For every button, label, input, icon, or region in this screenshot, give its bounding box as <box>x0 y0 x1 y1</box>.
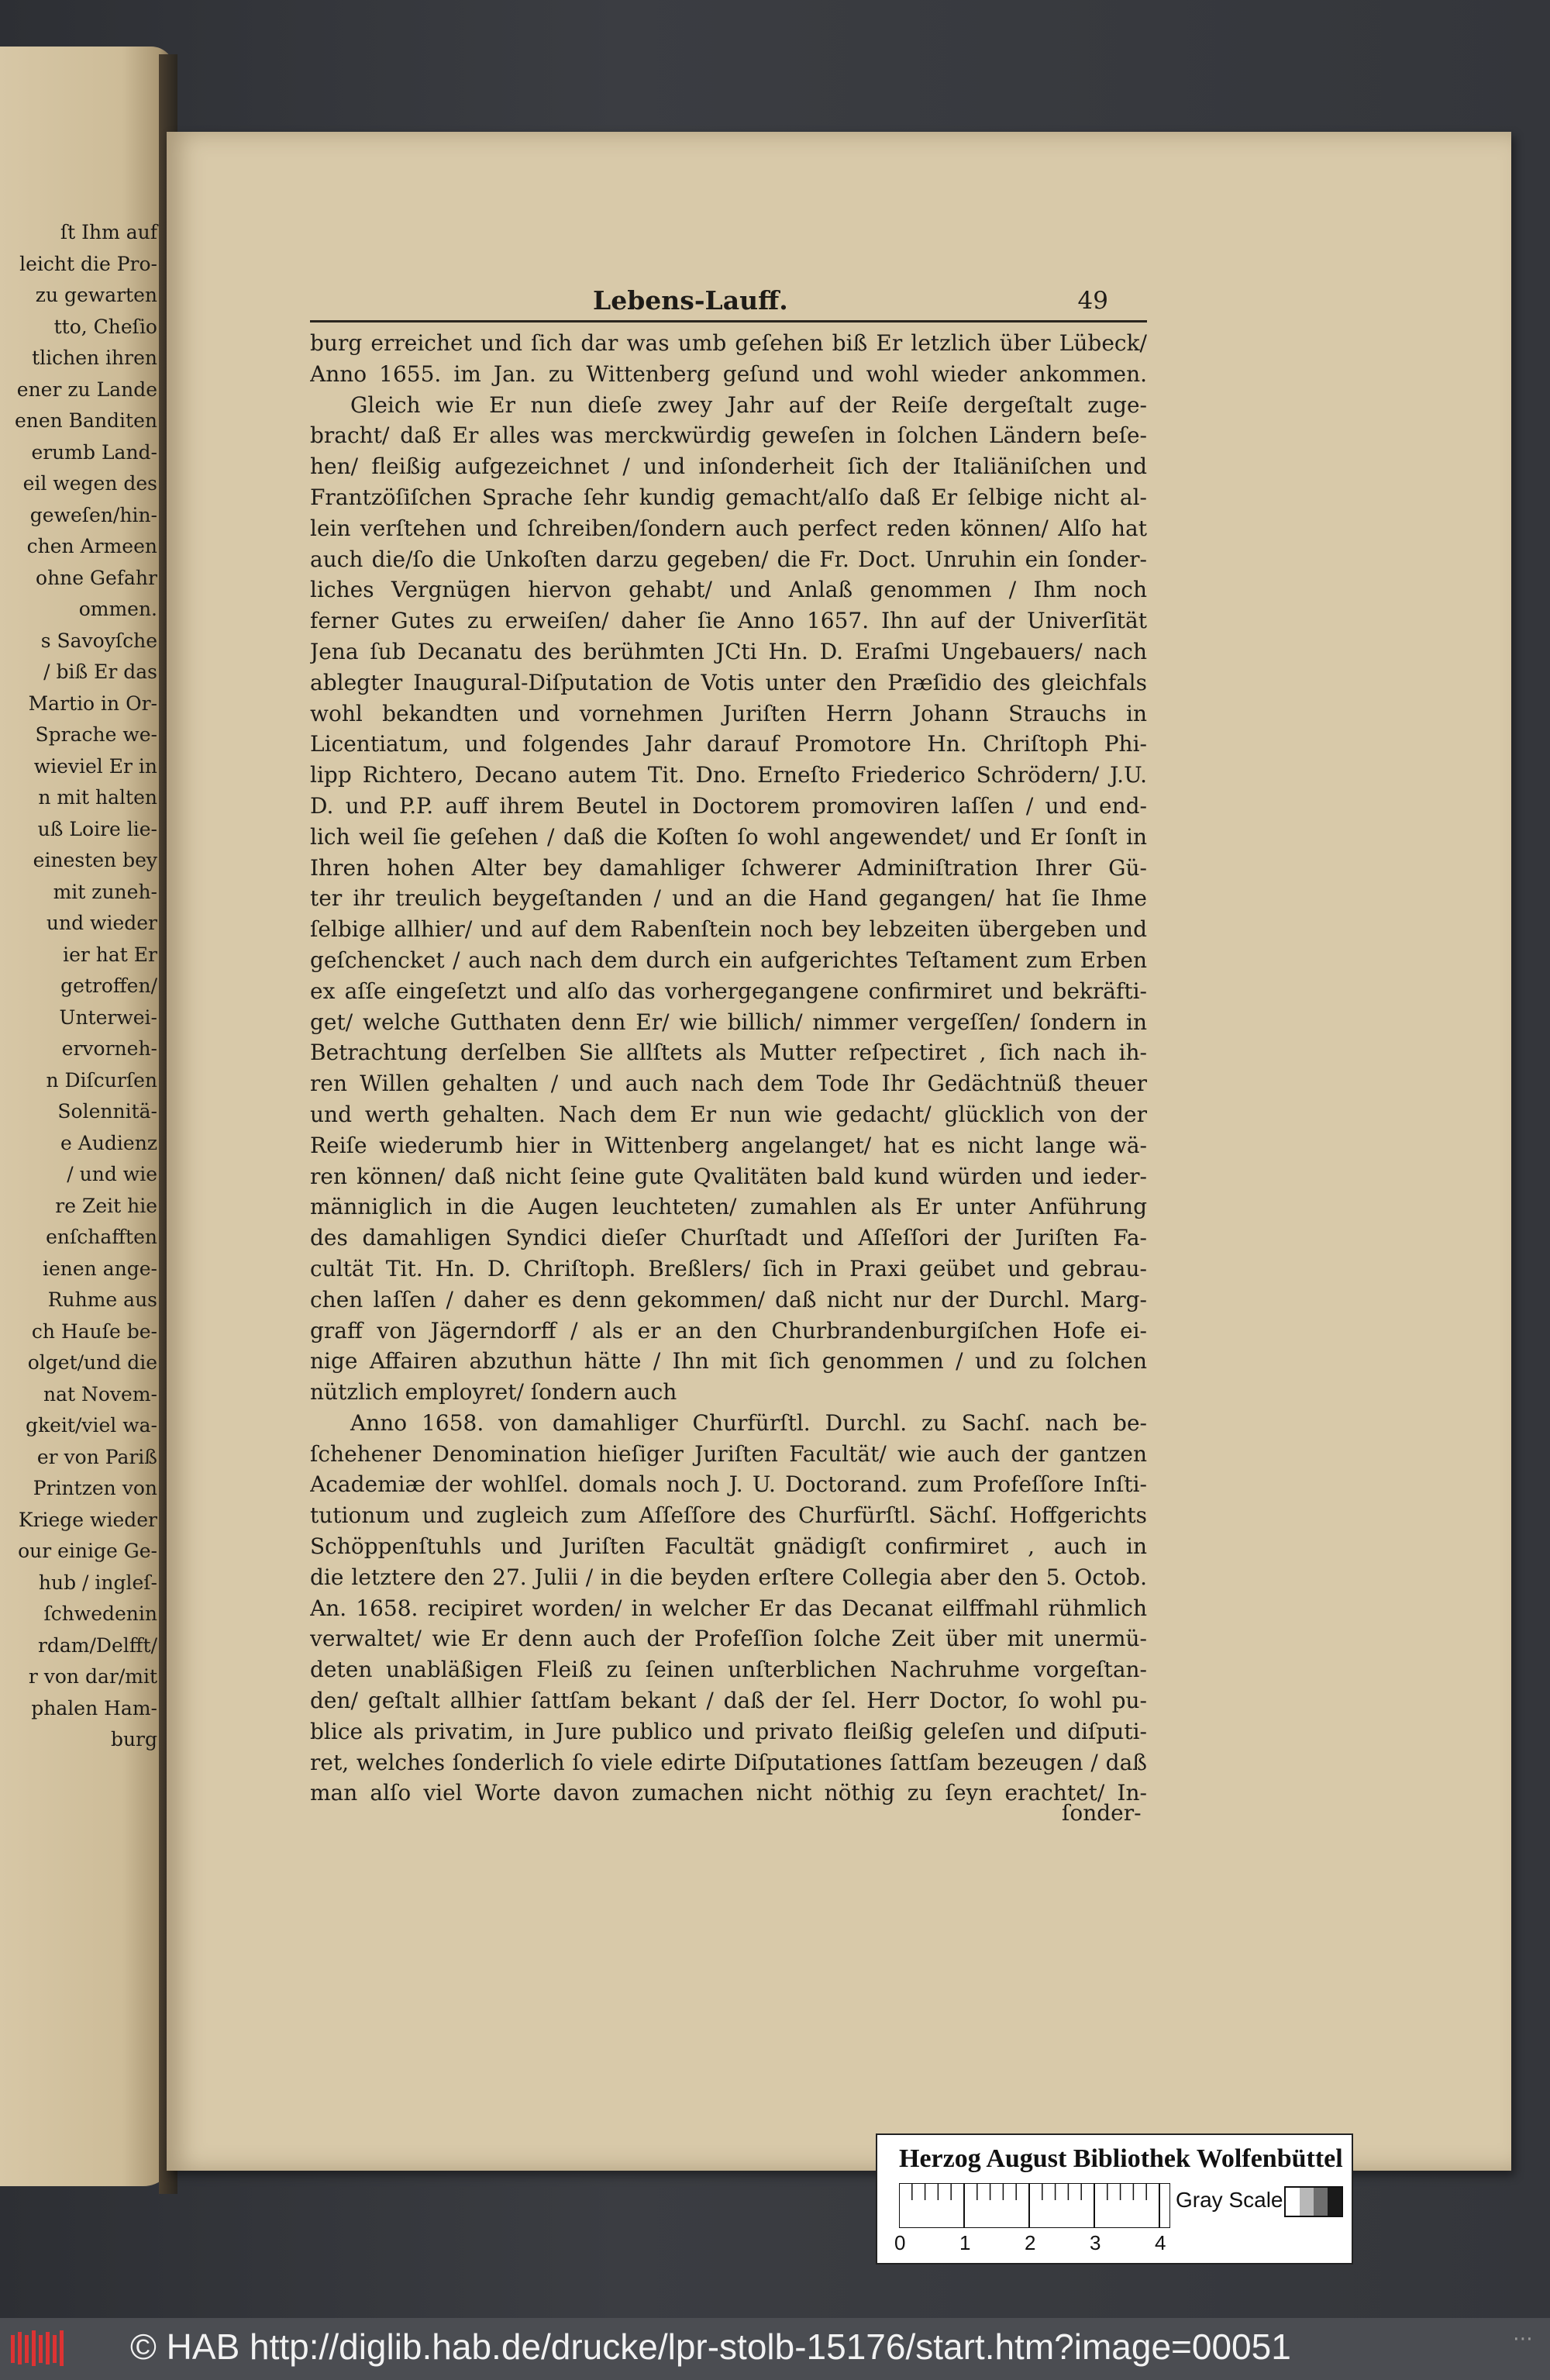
left-fragment-line: wieviel Er in <box>33 754 157 778</box>
left-fragment-line: Sprache we- <box>35 723 157 746</box>
left-fragment-line: Kriege wieder <box>18 1508 157 1531</box>
left-fragment-line: n Diſcurſen <box>46 1068 157 1092</box>
text-line: Ihren hohen Alter bey damahliger ſchwerer Adminiſtration Ihrer Gü- <box>310 854 1147 881</box>
left-fragment-line: er von Pariß <box>36 1445 157 1468</box>
text-line: deten unabläßigen Fleiß zu ſeinen unſterblichen Nachruhme vorgeſtan- <box>310 1657 1147 1683</box>
text-line: D. und P.P. auff ihrem Beutel in Doctorem promoviren laſſen / und end- <box>310 792 1147 819</box>
ruler-number: 1 <box>959 2231 971 2254</box>
library-card <box>876 2133 1353 2264</box>
text-line: Jena ſub Decanatu des berühmten JCti Hn. D. Eraſmi Ungebauers/ nach <box>310 638 1147 664</box>
left-fragment-line: tto, Cheſio <box>53 315 157 338</box>
left-fragment-line: erumb Land- <box>31 440 157 464</box>
text-line: auch die/ſo die Unkoſten darzu gegeben/ die Fr. Doct. Unruhin ein ſonder- <box>310 546 1147 572</box>
ruler-scale <box>899 2183 1170 2228</box>
text-line: des damahligen Syndici dieſer Churſtadt und Aſſeſſori der Juriſten Fa- <box>310 1225 1147 1251</box>
text-line: chen laſſen / daher es denn gekommen/ daß nicht nur der Durchl. Marg- <box>310 1286 1147 1312</box>
gray-swatch <box>1300 2188 1314 2216</box>
text-line: die letztere den 27. Julii / in die beyden erſtere Collegia aber den 5. Octob. <box>310 1564 1147 1590</box>
left-fragment-line: einesten bey <box>33 849 157 871</box>
running-title: Lebens-Lauff. <box>593 285 788 316</box>
left-page-text <box>2 217 157 1756</box>
text-line: tutionum und zugleich zum Aſſeſſore des Churfürſtl. Sächſ. Hoffgerichts <box>310 1502 1147 1529</box>
left-fragment-line: hub / ingleſ- <box>38 1571 157 1594</box>
header-rule <box>310 320 1147 323</box>
gray-swatch <box>1328 2188 1342 2216</box>
text-line: ex aſſe eingeſetzt und alſo das vorhergegangene confirmiret und bekräfti- <box>310 978 1147 1004</box>
text-line: ſchehener Denomination hieſiger Juriſten Facultät/ wie auch der gantzen <box>310 1440 1147 1467</box>
text-line: männiglich in die Augen leuchteten/ zumahlen als Er unter Anführung <box>310 1194 1147 1220</box>
left-fragment-line: ch Hauſe be- <box>31 1319 157 1343</box>
text-line: Frantzöſiſchen Sprache ſehr kundig gemacht/alſo daß Er ſelbige nicht al- <box>310 484 1147 510</box>
text-line: ferner Gutes zu erweiſen/ daher ſie Anno 1657. Ihn auf der Univerſität <box>310 608 1147 634</box>
ruler-number: 4 <box>1155 2231 1166 2254</box>
text-line: Anno 1655. im Jan. zu Wittenberg geſund und wohl wieder ankommen. <box>310 360 1147 387</box>
text-line: Gleich wie Er nun dieſe zwey Jahr auf der Reiſe dergeſtalt zuge- <box>350 391 1147 418</box>
left-fragment-line: r von dar/mit <box>28 1665 157 1688</box>
left-fragment-line: nat Novem- <box>43 1382 157 1406</box>
left-fragment-line: / biß Er das <box>43 661 157 683</box>
ellipsis-icon[interactable]: ⋯ <box>1513 2327 1533 2351</box>
left-fragment-line: uß Loire lie- <box>37 817 157 840</box>
left-fragment-line: ienen ange- <box>43 1257 157 1280</box>
library-name: Herzog August Bibliothek Wolfenbüttel <box>899 2144 1343 2173</box>
text-line: ſelbige allhier/ und auf dem Rabenſtein noch bey lebzeiten übergeben und <box>310 916 1147 943</box>
left-fragment-line: getroffen/ <box>60 974 157 997</box>
left-fragment-line: our einige Ge- <box>18 1540 157 1562</box>
text-line: bracht/ daß Er alles was merckwürdig geweſen in ſolchen Ländern beſe- <box>310 423 1147 449</box>
left-fragment-line: und wieder <box>46 912 157 934</box>
text-line: Licentiatum, und folgendes Jahr darauf Promotore Hn. Chriſtoph Phi- <box>310 731 1147 757</box>
left-fragment-line: enen Banditen <box>14 409 157 432</box>
footer-bar <box>0 2318 1550 2380</box>
text-line: burg erreichet und ſich dar was umb geſehen biß Er letzlich über Lübeck/ <box>310 330 1147 356</box>
text-line: und werth gehalten. Nach dem Er nun wie gedacht/ glücklich von der <box>310 1101 1147 1127</box>
left-fragment-line: Unterwei- <box>59 1005 157 1029</box>
catchword: ſonder- <box>1062 1800 1142 1826</box>
left-fragment-line: ſt Ihm auf <box>60 221 157 243</box>
left-fragment-line: Martio in Or- <box>28 692 157 715</box>
text-line: liches Vergnügen hiervon gehabt/ und Anlaß genommen / Ihm noch <box>310 577 1147 603</box>
text-line: cultät Tit. Hn. D. Chriſtoph. Breßlers/ ſich in Praxi geübet und gebrau- <box>310 1255 1147 1281</box>
left-fragment-line: rdam/Delfft/ <box>37 1633 157 1657</box>
text-line: nige Affairen abzuthun hätte / Ihn mit ſich genommen / und zu ſolchen <box>310 1348 1147 1375</box>
text-line: den/ geſtalt allhier ſattſam bekant / daß der ſel. Herr Doctor, ſo wohl pu- <box>310 1688 1147 1714</box>
text-line: ter ihr treulich beygeſtanden / und an die Hand gegangen/ hat ſie Ihme <box>310 885 1147 912</box>
left-fragment-line: ener zu Lande <box>16 378 157 401</box>
gray-scale-swatch <box>1284 2186 1343 2217</box>
left-fragment-line: Printzen von <box>33 1477 157 1499</box>
left-fragment-line: re Zeit hie <box>55 1194 157 1217</box>
text-line: blice als privatim, in Jure publico und privato fleißig geleſen und diſputi- <box>310 1718 1147 1744</box>
left-fragment-line: burg <box>110 1728 157 1751</box>
left-fragment-line: mit zuneh- <box>53 880 157 903</box>
text-line: nützlich employret/ ſondern auch <box>310 1379 677 1406</box>
left-fragment-line: ſchwedenin <box>43 1602 157 1625</box>
text-line: ren können/ daß nicht ſeine gute Qvalitäten bald kund würden und ieder- <box>310 1163 1147 1189</box>
gray-swatch <box>1286 2188 1300 2216</box>
left-fragment-line: olget/und die <box>27 1351 157 1374</box>
left-fragment-line: / und wie <box>67 1163 157 1185</box>
left-fragment-line: Solennitä- <box>57 1100 157 1123</box>
left-fragment-line: Ruhme aus <box>47 1288 157 1311</box>
left-fragment-line: geweſen/hin- <box>29 503 157 526</box>
left-fragment-line: eil wegen des <box>22 472 157 495</box>
left-fragment-line: s Savoyſche <box>40 629 157 652</box>
text-line: ablegter Inaugural-Diſputation de Votis unter den Præſidio des gleichfals <box>310 669 1147 695</box>
text-line: lich weil ſie geſehen / daß die Koſten ſo wohl angewendet/ und Er ſonſt in <box>310 823 1147 850</box>
text-line: lipp Richtero, Decano autem Tit. Dno. Erneſto Friederico Schrödern/ J.U. <box>310 762 1147 788</box>
left-fragment-line: enſchafften <box>46 1226 157 1248</box>
left-fragment-line: chen Armeen <box>26 535 157 557</box>
text-line: wohl bekandten und vornehmen Juriſten Herrn Johann Strauchs in <box>310 700 1147 726</box>
ruler-number: 0 <box>894 2231 906 2254</box>
copyright-url[interactable]: © HAB http://diglib.hab.de/drucke/lpr-stolb-15176/start.htm?image=00051 <box>130 2327 1291 2367</box>
page-number: 49 <box>1077 287 1108 315</box>
left-fragment-line: ohne Gefahr <box>36 566 157 589</box>
left-page-edge <box>0 47 174 2186</box>
page-header <box>310 285 1108 324</box>
text-line: verwaltet/ wie Er denn auch der Profeſſion ſolche Zeit über mit unermü- <box>310 1626 1147 1652</box>
text-line: ren Willen gehalten / und auch nach dem Tode Ihr Gedächtnüß theuer <box>310 1071 1147 1097</box>
ruler-numbers <box>894 2230 1178 2258</box>
text-line: Reiſe wiederumb hier in Wittenberg angelanget/ hat es nicht lange wä- <box>310 1132 1147 1158</box>
text-line: Betrachtung derſelben Sie allſtets als Mutter reſpectiret , ſich nach ih- <box>310 1040 1147 1066</box>
text-line: hen/ fleißig aufgezeichnet / und inſonderheit ſich der Italiäniſchen und <box>310 454 1147 480</box>
text-line: An. 1658. recipiret worden/ in welcher Er das Decanat eilffmahl rühmlich <box>310 1595 1147 1621</box>
left-fragment-line: leicht die Pro- <box>19 252 157 275</box>
left-fragment-line: phalen Ham- <box>31 1696 157 1719</box>
text-line: ret, welches ſonderlich ſo viele edirte Diſputationes ſattſam bezeugen / daß <box>310 1749 1147 1775</box>
left-fragment-line: zu gewarten <box>35 284 157 306</box>
ruler-number: 3 <box>1090 2231 1101 2254</box>
hab-logo-icon <box>9 2329 70 2368</box>
left-fragment-line: gkeit/viel wa- <box>25 1414 157 1437</box>
text-line: Schöppenſtuhls und Juriſten Facultät gnädigſt confirmiret , auch in <box>310 1533 1147 1560</box>
left-fragment-line: ommen. <box>78 598 157 620</box>
left-fragment-line: e Audienz <box>60 1131 157 1154</box>
body-text <box>310 328 1147 1809</box>
left-fragment-line: ier hat Er <box>63 943 157 966</box>
gray-scale-label: Gray Scale <box>1176 2188 1283 2212</box>
text-line: man alſo viel Worte davon zumachen nicht nöthig zu ſeyn erachtet/ In- <box>310 1780 1147 1806</box>
left-fragment-line: tlichen ihren <box>32 347 157 369</box>
ruler-number: 2 <box>1025 2231 1036 2254</box>
left-fragment-line: ervorneh- <box>61 1037 157 1060</box>
text-line: geſchencket / auch nach dem durch ein aufgerichtes Teſtament zum Erben <box>310 947 1147 973</box>
text-line: get/ welche Gutthaten denn Er/ wie billich/ nimmer vergeſſen/ ſondern in <box>310 1009 1147 1035</box>
text-line: graff von Jägerndorff / als er an den Churbrandenburgiſchen Hofe ei- <box>310 1317 1147 1343</box>
text-line: lein verſtehen und ſchreiben/ſondern auch perfect reden können/ Alſo hat <box>310 515 1147 541</box>
text-line: Academiæ der wohlſel. domals noch J. U. Doctorand. zum Profeſſore Inſti- <box>310 1471 1147 1498</box>
text-line: Anno 1658. von damahliger Churfürſtl. Durchl. zu Sachſ. nach be- <box>350 1409 1147 1436</box>
gray-swatch <box>1314 2188 1328 2216</box>
left-fragment-line: n mit halten <box>38 786 157 809</box>
